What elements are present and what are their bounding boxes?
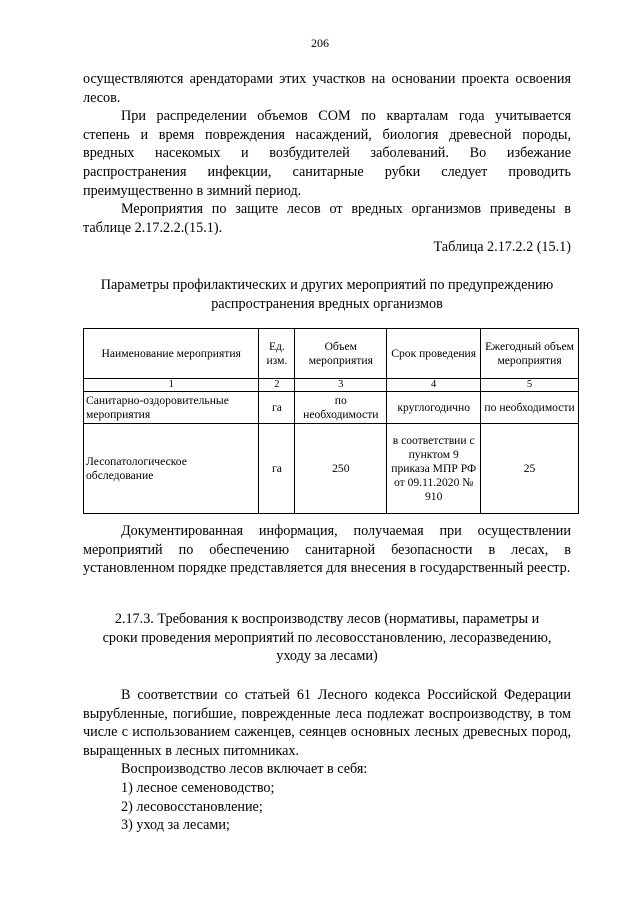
after-table-text-block <box>83 522 571 578</box>
measures-table <box>83 328 579 514</box>
col-number: 1 <box>84 379 259 392</box>
paragraph-som-distribution: При распределении объемов СОМ по кварталам года учитывается степень и время повреждения насаждений, биология древесной породы, вредных насекомых и возбудителей заболеваний. Во избежание распространения инфекции, санитарные рубки следует проводить преимущественно в зимний период. <box>83 108 571 199</box>
intro-text-block <box>83 70 571 237</box>
list-item: 1) лесное семеноводство; <box>121 779 275 796</box>
header-annual-volume: Ежегодный объем мероприятия <box>481 329 579 379</box>
table-header-row <box>84 329 579 379</box>
col-number: 3 <box>295 379 387 392</box>
table-cell: Лесопатологическое обследование <box>84 424 259 514</box>
table-cell: 25 <box>481 424 579 514</box>
header-volume: Объем мероприятия <box>295 329 387 379</box>
paragraph-forest-code: В соответствии со статьей 61 Лесного кодекса Российской Федерации вырубленные, погибшие, поврежденные леса подлежат воспроизводству, в том числе с использованием саженцев, сеянцев основных лесных древесных пород, выращенных в лесных питомниках. <box>83 687 571 759</box>
header-term: Срок проведения <box>387 329 481 379</box>
col-number: 4 <box>387 379 481 392</box>
table-cell: по необходимости <box>295 392 387 424</box>
paragraph-continuation: осуществляются арендаторами этих участков на основании проекта освоения лесов. <box>83 71 571 106</box>
list-intro: Воспроизводство лесов включает в себя: <box>121 761 368 778</box>
table-title-line2: распространения вредных организмов <box>211 295 443 312</box>
table-row <box>84 424 579 514</box>
paragraph-documented-info: Документированная информация, получаемая при осуществлении мероприятий по обеспечению санитарной безопасности в лесах, в установленном порядке представляется для внесения в государственный реестр. <box>83 523 571 577</box>
section-heading-line2: сроки проведения мероприятий по лесовосстановлению, лесоразведению, <box>102 629 552 646</box>
col-number: 5 <box>481 379 579 392</box>
table-cell: в соответствии с пунктом 9 приказа МПР РФ от 09.11.2020 № 910 <box>387 424 481 514</box>
table-title-block <box>83 276 571 313</box>
table-row <box>84 392 579 424</box>
table-cell: по необходимости <box>481 392 579 424</box>
paragraph-protection-measures: Мероприятия по защите лесов от вредных организмов приведены в таблице 2.17.2.2.(15.1). <box>83 201 571 236</box>
table-cell: га <box>259 392 295 424</box>
header-name: Наименование мероприятия <box>84 329 259 379</box>
section-heading-line1: 2.17.3. Требования к воспроизводству лесов (нормативы, параметры и <box>114 611 540 627</box>
section-heading-line3: уходу за лесами) <box>276 648 378 665</box>
header-unit: Ед. изм. <box>259 329 295 379</box>
section-text-block <box>83 686 571 835</box>
table-cell: га <box>259 424 295 514</box>
section-heading <box>83 610 571 666</box>
list-item: 3) уход за лесами; <box>121 817 230 834</box>
list-item: 2) лесовосстановление; <box>121 798 263 815</box>
table-column-numbers-row <box>84 379 579 392</box>
page-number: 206 <box>311 36 329 50</box>
col-number: 2 <box>259 379 295 392</box>
table-label-block <box>83 238 571 257</box>
table-title-line1: Параметры профилактических и других мероприятий по предупреждению <box>100 277 554 293</box>
table-cell: 250 <box>295 424 387 514</box>
table-label: Таблица 2.17.2.2 (15.1) <box>433 239 571 255</box>
table-cell: Санитарно-оздоровительные мероприятия <box>84 392 259 424</box>
table-cell: круглогодично <box>387 392 481 424</box>
